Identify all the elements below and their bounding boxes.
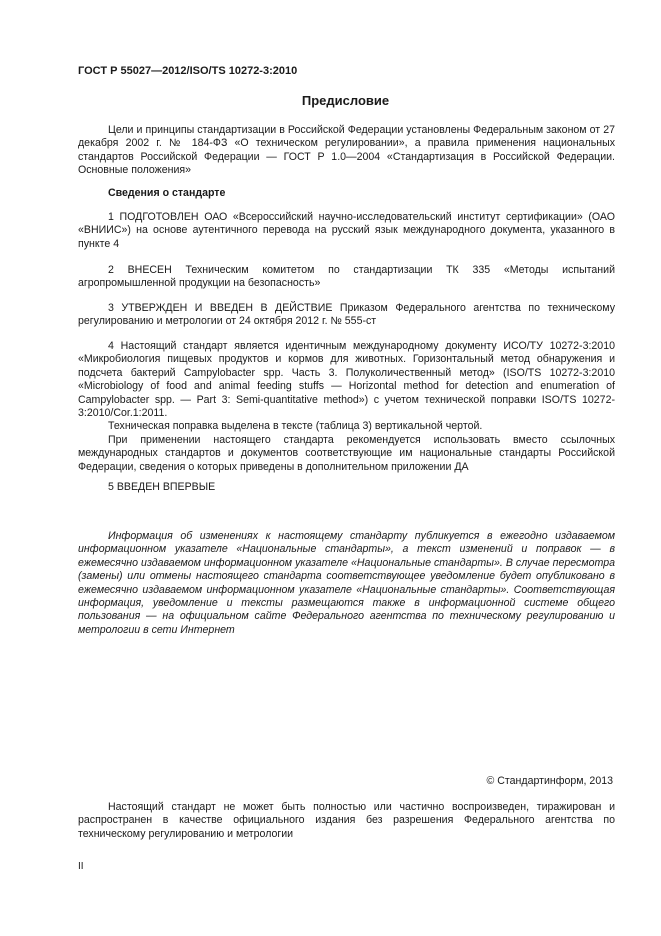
item-3: [78, 302, 615, 329]
page-title: Предисловие: [301, 93, 390, 108]
reproduction-text: Настоящий стандарт не может быть полностью или частично воспроизведен, тиражирован и распространен в качестве официального издания без разрешения Федерального агентства по техническому регулированию и метрологии: [78, 801, 615, 840]
reproduction-notice: [78, 801, 615, 841]
change-notice-text: Информация об изменениях к настоящему стандарту публикуется в ежегодно издаваемом информационном указателе «Национальные стандарты», а текст изменений и поправок — в ежемесячно издаваемом информационном указателе «Национальные стандарты». В случае пересмотра (замены) или отмены настоящего стандарта соответствующее уведомление будет опубликовано в ежемесячно издаваемом информационном указателе «Национальные стандарты». Соответствующая информация, уведомление и тексты размещаются также в информационной системе общего пользования — на официальном сайте Федерального агентства по техническому регулированию и метрологии в сети Интернет: [78, 530, 615, 636]
intro-text: Цели и принципы стандартизации в Российской Федерации установлены Федеральным законом от 27 декабря 2002 г. № 184-ФЗ «О техническом регулировании», а правила применения национальных стандартов Российской Федерации — ГОСТ Р 1.0—2004 «Стандартизация в Российской Федерации. Основные положения»: [78, 124, 615, 177]
intro-paragraph: [78, 124, 615, 178]
page-number: II: [78, 861, 84, 872]
change-notice: [78, 530, 615, 637]
info-heading-block: [78, 187, 615, 200]
item-4-application: При применении настоящего стандарта рекомендуется использовать вместо ссылочных международных стандартов и документов соответствующие им национальные стандарты Российской Федерации, сведения о которых приведены в дополнительном приложении ДА: [78, 433, 615, 473]
item-1-text: 1 ПОДГОТОВЛЕН ОАО «Всероссийский научно-исследовательский институт сертификации» (ОАО «ВНИИС») на основе аутентичного перевода на русский язык международного документа, указанного в пункте 4: [78, 211, 615, 250]
item-1: [78, 211, 615, 251]
info-heading: Сведения о стандарте: [108, 187, 226, 199]
item-2: [78, 264, 615, 291]
item-4-text: 4 Настоящий стандарт является идентичным международному документу ИСО/ТУ 10272-3:2010 «Микробиология пищевых продуктов и кормов для животных. Горизонтальный метод обнаружения и подсчета бактерий Campylobacter spp. Часть 3. Полуколичественный метод» (ISO/TS 10272-3:2010 «Microbiology of food and animal feeding stuffs — Horizontal method for detection and enumeration of Campylobacter spp. — Part 3: Semi-quantitative method») с учетом технической поправки ISO/TS 10272-3:2010/Cor.1:2011.: [78, 340, 615, 420]
document-header: ГОСТ Р 55027—2012/ISO/TS 10272-3:2010: [78, 65, 298, 77]
item-5: [78, 481, 615, 494]
item-5-text: 5 ВВЕДЕН ВПЕРВЫЕ: [108, 481, 216, 493]
item-4-correction: Техническая поправка выделена в тексте (таблица 3) вертикальной чертой.: [108, 420, 483, 433]
item-4: [78, 340, 615, 474]
copyright: © Стандартинформ, 2013: [486, 775, 613, 787]
item-3-text: 3 УТВЕРЖДЕН И ВВЕДЕН В ДЕЙСТВИЕ Приказом Федерального агентства по техническому регулированию и метрологии от 24 октября 2012 г. № 555-ст: [78, 302, 615, 328]
item-2-text: 2 ВНЕСЕН Техническим комитетом по стандартизации ТК 335 «Методы испытаний агропромышленной продукции на безопасность»: [78, 264, 615, 290]
